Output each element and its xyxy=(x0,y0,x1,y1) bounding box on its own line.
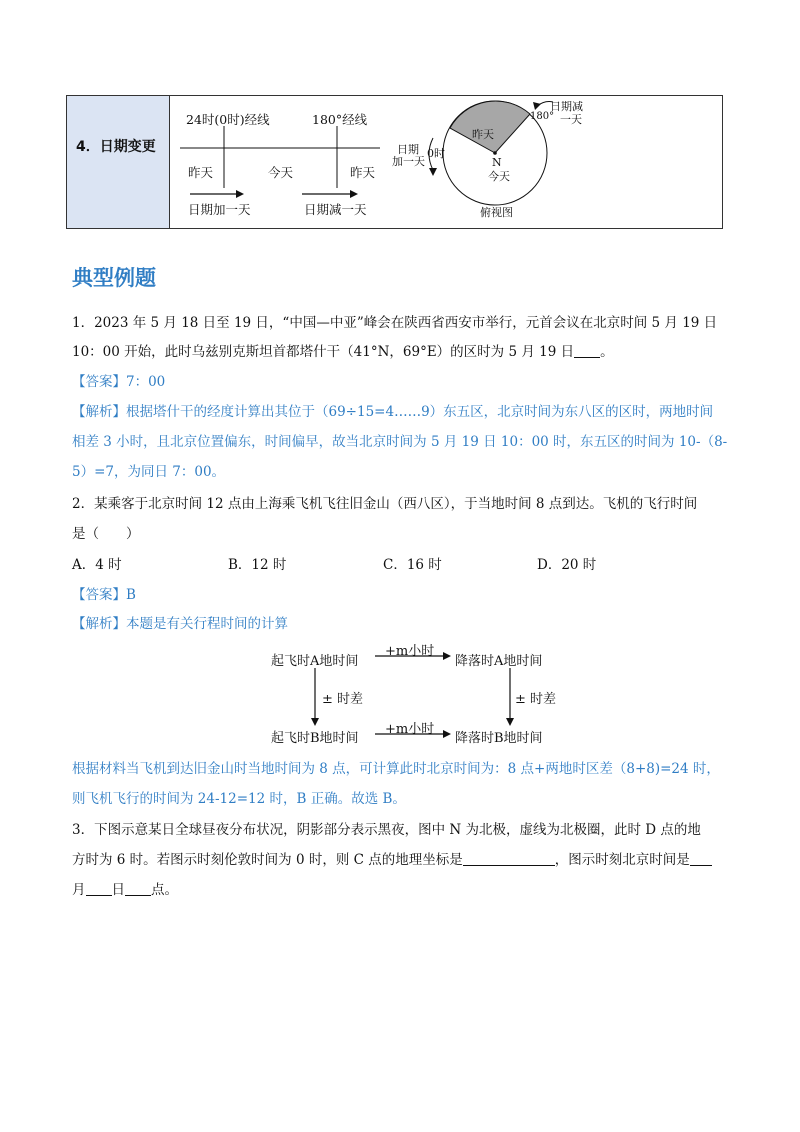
q2-line2: 是（ ） xyxy=(72,526,140,542)
label-add-day: 日期加一天 xyxy=(188,202,251,217)
label-24h-meridian: 24时(0时)经线 xyxy=(186,112,270,127)
label-today: 今天 xyxy=(488,170,510,183)
q3-month-blank-lead xyxy=(690,851,712,866)
flow-right-arrow-head xyxy=(506,718,514,726)
arrow-left-head xyxy=(429,168,437,176)
flow-bottom-arrow-head xyxy=(443,730,451,738)
q3-day-label: 日 xyxy=(111,882,125,898)
q3-hour-label: 点。 xyxy=(151,882,178,898)
flow-landing-b: 降落时B地时间 xyxy=(455,731,543,746)
flow-takeoff-a: 起飞时A地时间 xyxy=(271,654,359,669)
note-date-sub-2: 一天 xyxy=(560,113,582,126)
figure-caption: 俯视图 xyxy=(480,206,513,219)
zone-today: 今天 xyxy=(268,165,294,180)
flow-left-label: ± 时差 xyxy=(322,692,364,707)
q3-line1: 3．下图示意某日全球昼夜分布状况，阴影部分表示黑夜，图中 N 为北极，虚线为北极圈，此时 D 点的地 xyxy=(72,822,701,838)
q3-coord-blank xyxy=(463,851,555,866)
q2-option-a: A．4 时 xyxy=(72,557,122,573)
q3-line2 xyxy=(72,850,712,870)
note-date-sub-1: 日期减 xyxy=(550,100,583,113)
q1-answer-blank xyxy=(574,343,600,358)
label-sub-day: 日期减一天 xyxy=(304,202,367,217)
q2-explanation-1: 【解析】本题是有关行程时间的计算 xyxy=(72,616,288,632)
flow-left-arrow-head xyxy=(311,718,319,726)
q2-option-d: D．20 时 xyxy=(537,557,597,573)
note-date-add-2: 加一天 xyxy=(392,155,425,168)
flow-takeoff-b: 起飞时B地时间 xyxy=(271,731,359,746)
q3-month-label: 月 xyxy=(72,882,86,898)
arrow-add-day-head xyxy=(236,190,244,198)
q3-day-blank xyxy=(86,881,112,896)
q2-answer: 【答案】B xyxy=(72,587,136,603)
q1-line2 xyxy=(72,342,614,362)
zone-yesterday-left: 昨天 xyxy=(188,165,214,180)
q3-hour-blank xyxy=(125,881,151,896)
table-label: 4．日期变更 xyxy=(76,139,156,155)
label-180-meridian: 180°经线 xyxy=(312,112,368,127)
note-date-add-1: 日期 xyxy=(397,143,419,156)
q1-line1: 1．2023 年 5 月 18 日至 19 日，“中国—中亚”峰会在陕西省西安市举行，元首会议在北京时间 5 月 19 日 xyxy=(72,315,718,331)
arrow-sub-day-head xyxy=(350,190,358,198)
arrow-right-head xyxy=(533,102,541,110)
flow-right-label: ± 时差 xyxy=(515,692,557,707)
q1-explanation-3: 5）=7，为同日 7：00。 xyxy=(72,464,226,480)
q2-option-c: C．16 时 xyxy=(383,557,442,573)
label-180-deg: 180° xyxy=(530,111,555,122)
label-yesterday: 昨天 xyxy=(472,128,494,141)
flow-top-arrow-head xyxy=(443,652,451,660)
q3-line2-text-b: ，图示时刻北京时间是 xyxy=(554,852,690,868)
q1-explanation-1: 【解析】根据塔什干的经度计算出其位于（69÷15=4……9）东五区，北京时间为东八区的区时，两地时间 xyxy=(72,404,714,420)
flow-top-label: +m小时 xyxy=(385,644,435,659)
zone-yesterday-right: 昨天 xyxy=(350,165,376,180)
q1-line2-text: 10：00 开始，此时乌兹别克斯坦首都塔什干（41°N，69°E）的区时为 5 月 19 日 xyxy=(72,344,575,360)
q2-explanation-2: 根据材料当飞机到达旧金山时当地时间为 8 点，可计算此时北京时间为：8 点+两地时区差（8+8)=24 时， xyxy=(72,761,720,777)
q1-answer: 【答案】7：00 xyxy=(72,374,166,390)
north-pole-point xyxy=(493,151,497,155)
label-north-pole: N xyxy=(492,156,502,169)
section-heading: 典型例题 xyxy=(72,266,156,290)
label-zero-hour: 0时 xyxy=(427,147,445,160)
q1-line2-end: 。 xyxy=(600,344,614,360)
flow-landing-a: 降落时A地时间 xyxy=(455,654,543,669)
flow-bottom-label: +m小时 xyxy=(385,722,435,737)
q3-line3 xyxy=(72,880,178,900)
q3-line2-text-a: 方时为 6 时。若图示时刻伦敦时间为 0 时，则 C 点的地理坐标是 xyxy=(72,852,463,868)
q2-line1: 2．某乘客于北京时间 12 点由上海乘飞机飞往旧金山（西八区），于当地时间 8 点到达。飞机的飞行时间 xyxy=(72,496,698,512)
q1-explanation-2: 相差 3 小时，且北京位置偏东，时间偏早，故当北京时间为 5 月 19 日 10：00 时，东五区的时间为 10-（8- xyxy=(72,434,728,450)
q2-option-b: B．12 时 xyxy=(228,557,287,573)
q2-explanation-3: 则飞机飞行的时间为 24-12=12 时，B 正确。故选 B。 xyxy=(72,791,406,807)
table-label-cell xyxy=(67,96,170,228)
